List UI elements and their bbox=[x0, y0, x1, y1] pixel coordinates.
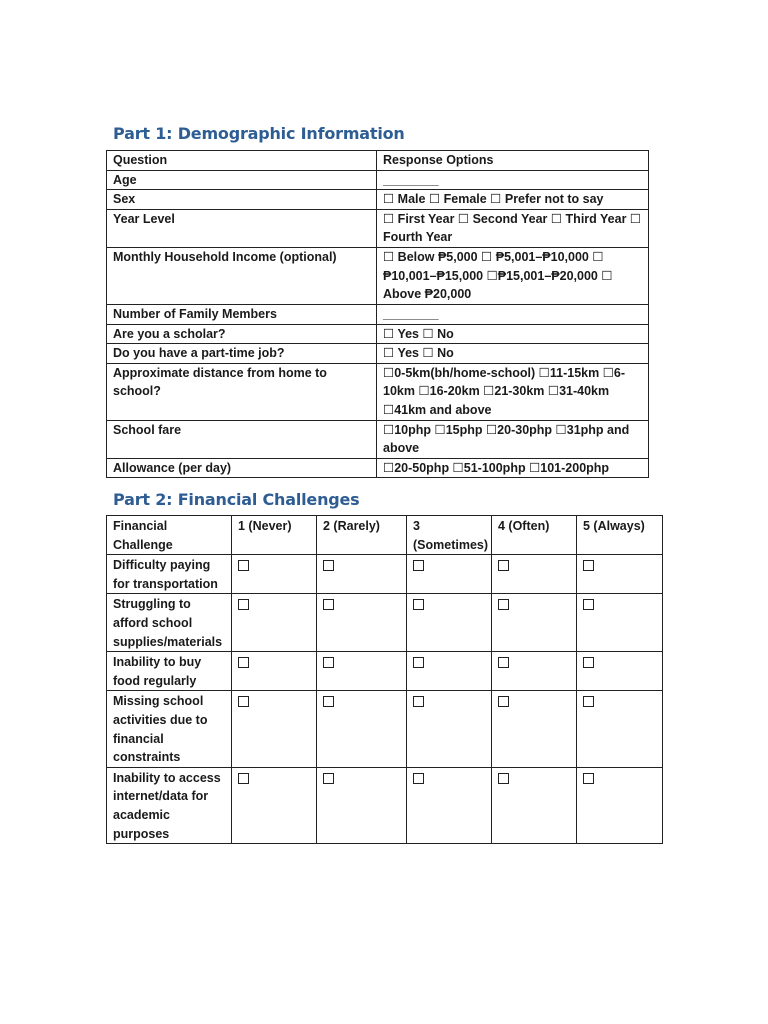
question-cell: School fare bbox=[107, 420, 377, 458]
checkbox-often[interactable] bbox=[498, 599, 509, 610]
response-cell[interactable]: ☐0-5km(bh/home-school) ☐11-15km ☐6-10km ☐16-20km ☐21-30km ☐31-40km ☐41km and above bbox=[377, 363, 649, 420]
table-row bbox=[107, 652, 663, 691]
checkbox-never[interactable] bbox=[238, 696, 249, 707]
rating-cell bbox=[407, 767, 492, 843]
challenge-label: Missing school activities due to financial constraints bbox=[107, 691, 232, 767]
checkbox-sometimes[interactable] bbox=[413, 657, 424, 668]
question-cell: Do you have a part-time job? bbox=[107, 344, 377, 364]
table-row bbox=[107, 767, 663, 843]
table-row bbox=[107, 344, 649, 364]
checkbox-always[interactable] bbox=[583, 560, 594, 571]
checkbox-never[interactable] bbox=[238, 599, 249, 610]
checkbox-often[interactable] bbox=[498, 560, 509, 571]
question-cell: Number of Family Members bbox=[107, 304, 377, 324]
table-header-row bbox=[107, 516, 663, 555]
question-cell: Are you a scholar? bbox=[107, 324, 377, 344]
table-row bbox=[107, 170, 649, 190]
table-row bbox=[107, 190, 649, 210]
rating-cell bbox=[492, 555, 577, 594]
table-row bbox=[107, 458, 649, 478]
response-cell[interactable]: ☐20-50php ☐51-100php ☐101-200php bbox=[377, 458, 649, 478]
header-sometimes: 3 (Sometimes) bbox=[407, 516, 492, 555]
table-row bbox=[107, 304, 649, 324]
rating-cell bbox=[232, 767, 317, 843]
part2-title: Part 2: Financial Challenges bbox=[113, 490, 360, 509]
checkbox-never[interactable] bbox=[238, 773, 249, 784]
checkbox-rarely[interactable] bbox=[323, 560, 334, 571]
checkbox-sometimes[interactable] bbox=[413, 696, 424, 707]
rating-cell bbox=[577, 555, 663, 594]
rating-cell bbox=[407, 594, 492, 652]
question-cell: Monthly Household Income (optional) bbox=[107, 247, 377, 304]
checkbox-often[interactable] bbox=[498, 657, 509, 668]
response-cell[interactable]: ☐ First Year ☐ Second Year ☐ Third Year ☐ Fourth Year bbox=[377, 209, 649, 247]
checkbox-never[interactable] bbox=[238, 657, 249, 668]
checkbox-often[interactable] bbox=[498, 696, 509, 707]
checkbox-rarely[interactable] bbox=[323, 696, 334, 707]
challenge-label: Difficulty paying for transportation bbox=[107, 555, 232, 594]
table-row bbox=[107, 594, 663, 652]
question-cell: Sex bbox=[107, 190, 377, 210]
challenge-label: Struggling to afford school supplies/materials bbox=[107, 594, 232, 652]
response-cell[interactable]: ☐10php ☐15php ☐20-30php ☐31php and above bbox=[377, 420, 649, 458]
header-never: 1 (Never) bbox=[232, 516, 317, 555]
financial-challenges-table bbox=[106, 515, 663, 844]
table-header-row bbox=[107, 151, 649, 171]
rating-cell bbox=[407, 691, 492, 767]
rating-cell bbox=[232, 555, 317, 594]
rating-cell bbox=[577, 691, 663, 767]
rating-cell bbox=[232, 594, 317, 652]
rating-cell bbox=[407, 652, 492, 691]
checkbox-never[interactable] bbox=[238, 560, 249, 571]
table-row bbox=[107, 209, 649, 247]
checkbox-sometimes[interactable] bbox=[413, 599, 424, 610]
response-cell[interactable]: ☐ Male ☐ Female ☐ Prefer not to say bbox=[377, 190, 649, 210]
table-row bbox=[107, 247, 649, 304]
checkbox-always[interactable] bbox=[583, 696, 594, 707]
challenge-label: Inability to access internet/data for academic purposes bbox=[107, 767, 232, 843]
part1-title: Part 1: Demographic Information bbox=[113, 124, 405, 143]
rating-cell bbox=[232, 691, 317, 767]
rating-cell bbox=[492, 594, 577, 652]
header-challenge: Financial Challenge bbox=[107, 516, 232, 555]
question-cell: Allowance (per day) bbox=[107, 458, 377, 478]
rating-cell bbox=[492, 767, 577, 843]
rating-cell bbox=[317, 594, 407, 652]
checkbox-rarely[interactable] bbox=[323, 657, 334, 668]
table-row bbox=[107, 324, 649, 344]
rating-cell bbox=[577, 767, 663, 843]
checkbox-always[interactable] bbox=[583, 657, 594, 668]
rating-cell bbox=[492, 691, 577, 767]
table-row bbox=[107, 555, 663, 594]
rating-cell bbox=[317, 555, 407, 594]
rating-cell bbox=[577, 652, 663, 691]
checkbox-rarely[interactable] bbox=[323, 773, 334, 784]
header-response: Response Options bbox=[377, 151, 649, 171]
checkbox-always[interactable] bbox=[583, 773, 594, 784]
header-rarely: 2 (Rarely) bbox=[317, 516, 407, 555]
response-cell[interactable]: ☐ Yes ☐ No bbox=[377, 344, 649, 364]
question-cell: Approximate distance from home to school? bbox=[107, 363, 377, 420]
response-cell[interactable]: ☐ Below ₱5,000 ☐ ₱5,001–₱10,000 ☐ ₱10,001–₱15,000 ☐₱15,001–₱20,000 ☐ Above ₱20,000 bbox=[377, 247, 649, 304]
response-cell[interactable]: ☐ Yes ☐ No bbox=[377, 324, 649, 344]
checkbox-rarely[interactable] bbox=[323, 599, 334, 610]
rating-cell bbox=[317, 652, 407, 691]
rating-cell bbox=[492, 652, 577, 691]
table-row bbox=[107, 691, 663, 767]
rating-cell bbox=[577, 594, 663, 652]
checkbox-often[interactable] bbox=[498, 773, 509, 784]
demographic-table bbox=[106, 150, 649, 478]
table-row bbox=[107, 363, 649, 420]
rating-cell bbox=[232, 652, 317, 691]
rating-cell bbox=[317, 691, 407, 767]
checkbox-sometimes[interactable] bbox=[413, 773, 424, 784]
header-often: 4 (Often) bbox=[492, 516, 577, 555]
header-always: 5 (Always) bbox=[577, 516, 663, 555]
checkbox-always[interactable] bbox=[583, 599, 594, 610]
response-cell[interactable]: ________ bbox=[377, 170, 649, 190]
table-row bbox=[107, 420, 649, 458]
challenge-label: Inability to buy food regularly bbox=[107, 652, 232, 691]
question-cell: Year Level bbox=[107, 209, 377, 247]
rating-cell bbox=[317, 767, 407, 843]
question-cell: Age bbox=[107, 170, 377, 190]
header-question: Question bbox=[107, 151, 377, 171]
response-cell[interactable]: ________ bbox=[377, 304, 649, 324]
rating-cell bbox=[407, 555, 492, 594]
checkbox-sometimes[interactable] bbox=[413, 560, 424, 571]
